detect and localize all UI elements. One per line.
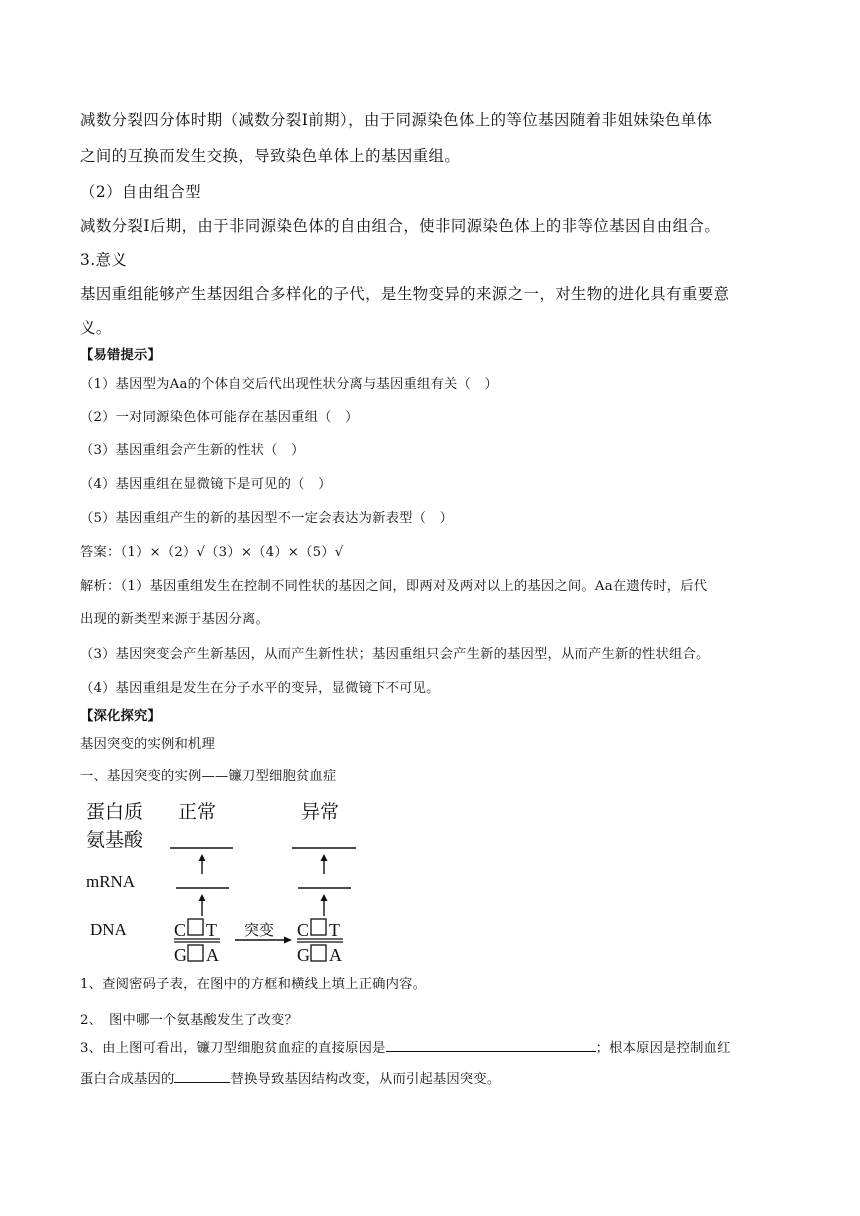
paragraph-line: 减数分裂Ⅰ后期，由于非同源染色体的自由组合，使非同源染色体上的非等位基因自由组合。 xyxy=(80,217,721,235)
up-arrow-head xyxy=(321,854,328,861)
base-label: G xyxy=(297,945,310,965)
question-item: （4）基因重组在显微镜下是可见的（ ） xyxy=(80,477,332,492)
task-line xyxy=(80,1068,500,1087)
abnormal-bottom-box xyxy=(311,945,326,961)
up-arrow-head xyxy=(199,854,206,861)
sickle-cell-diagram xyxy=(86,790,366,970)
amino-acid-label: 氨基酸 xyxy=(86,830,144,851)
task-line xyxy=(80,1037,731,1056)
normal-bottom-box xyxy=(188,945,203,961)
base-label: G xyxy=(174,945,187,965)
dna-label: DNA xyxy=(90,920,127,939)
paragraph-line: 基因重组能够产生基因组合多样化的子代，是生物变异的来源之一，对生物的进化具有重要意 xyxy=(80,285,730,303)
answer-blank[interactable] xyxy=(174,1068,230,1083)
base-label: C xyxy=(174,920,187,940)
answer-blank[interactable] xyxy=(386,1037,596,1052)
base-label: C xyxy=(297,920,310,940)
paragraph-line: 一、基因突变的实例——镰刀型细胞贫血症 xyxy=(80,769,337,784)
task-line: 2、 图中哪一个氨基酸发生了改变？ xyxy=(80,1013,298,1028)
normal-top-box xyxy=(188,919,203,935)
base-label: T xyxy=(329,920,340,940)
up-arrow-head xyxy=(321,894,328,901)
explanation-line: （4）基因重组是发生在分子水平的变异，显微镜下不可见。 xyxy=(80,681,440,696)
subheading: 3.意义 xyxy=(80,251,128,269)
task-text: 蛋白合成基因的 xyxy=(80,1072,175,1087)
answer-line: 答案：（1）×（2）√（3）×（4）×（5）√ xyxy=(80,545,344,560)
paragraph-line: 之间的互换而发生交换，导致染色单体上的基因重组。 xyxy=(80,147,461,165)
abnormal-top-box xyxy=(311,919,326,935)
explanation-line: 出现的新类型来源于基因分离。 xyxy=(80,612,269,627)
section-heading-easy: 【易错提示】 xyxy=(80,348,161,363)
mrna-label: mRNA xyxy=(86,872,136,891)
question-item: （1）基因型为Aa的个体自交后代出现性状分离与基因重组有关（ ） xyxy=(80,377,498,392)
question-item: （3）基因重组会产生新的性状（ ） xyxy=(80,443,305,458)
task-line: 1、查阅密码子表，在图中的方框和横线上填上正确内容。 xyxy=(80,977,427,992)
paragraph-line: 义。 xyxy=(80,319,112,337)
mutation-arrow-head xyxy=(284,937,292,944)
up-arrow-head xyxy=(199,894,206,901)
subheading: （2）自由组合型 xyxy=(80,183,202,201)
task-text: 3、由上图可看出，镰刀型细胞贫血症的直接原因是 xyxy=(80,1041,386,1056)
base-label: A xyxy=(206,945,219,965)
section-heading-deep: 【深化探究】 xyxy=(80,709,161,724)
abnormal-label: 异常 xyxy=(301,802,340,823)
question-item: （5）基因重组产生的新的基因型不一定会表达为新表型（ ） xyxy=(80,511,454,526)
base-label: A xyxy=(329,945,342,965)
explanation-line: （3）基因突变会产生新基因，从而产生新性状；基因重组只会产生新的基因型，从而产生新的性状组合。 xyxy=(80,647,710,662)
mutation-label: 突变 xyxy=(244,923,275,939)
protein-label: 蛋白质 xyxy=(86,802,144,823)
paragraph-line: 基因突变的实例和机理 xyxy=(80,737,215,752)
paragraph-line: 减数分裂四分体时期（减数分裂Ⅰ前期），由于同源染色体上的等位基因随着非姐妹染色单体 xyxy=(80,111,713,129)
explanation-line: 解析：（1）基因重组发生在控制不同性状的基因之间，即两对及两对以上的基因之间。Aa在遗传时，后代 xyxy=(80,579,708,594)
base-label: T xyxy=(206,920,217,940)
question-item: （2）一对同源染色体可能存在基因重组（ ） xyxy=(80,410,359,425)
normal-label: 正常 xyxy=(178,802,217,823)
task-text: ；根本原因是控制血红 xyxy=(595,1041,731,1056)
task-text: 替换导致基因结构改变，从而引起基因突变。 xyxy=(230,1072,501,1087)
